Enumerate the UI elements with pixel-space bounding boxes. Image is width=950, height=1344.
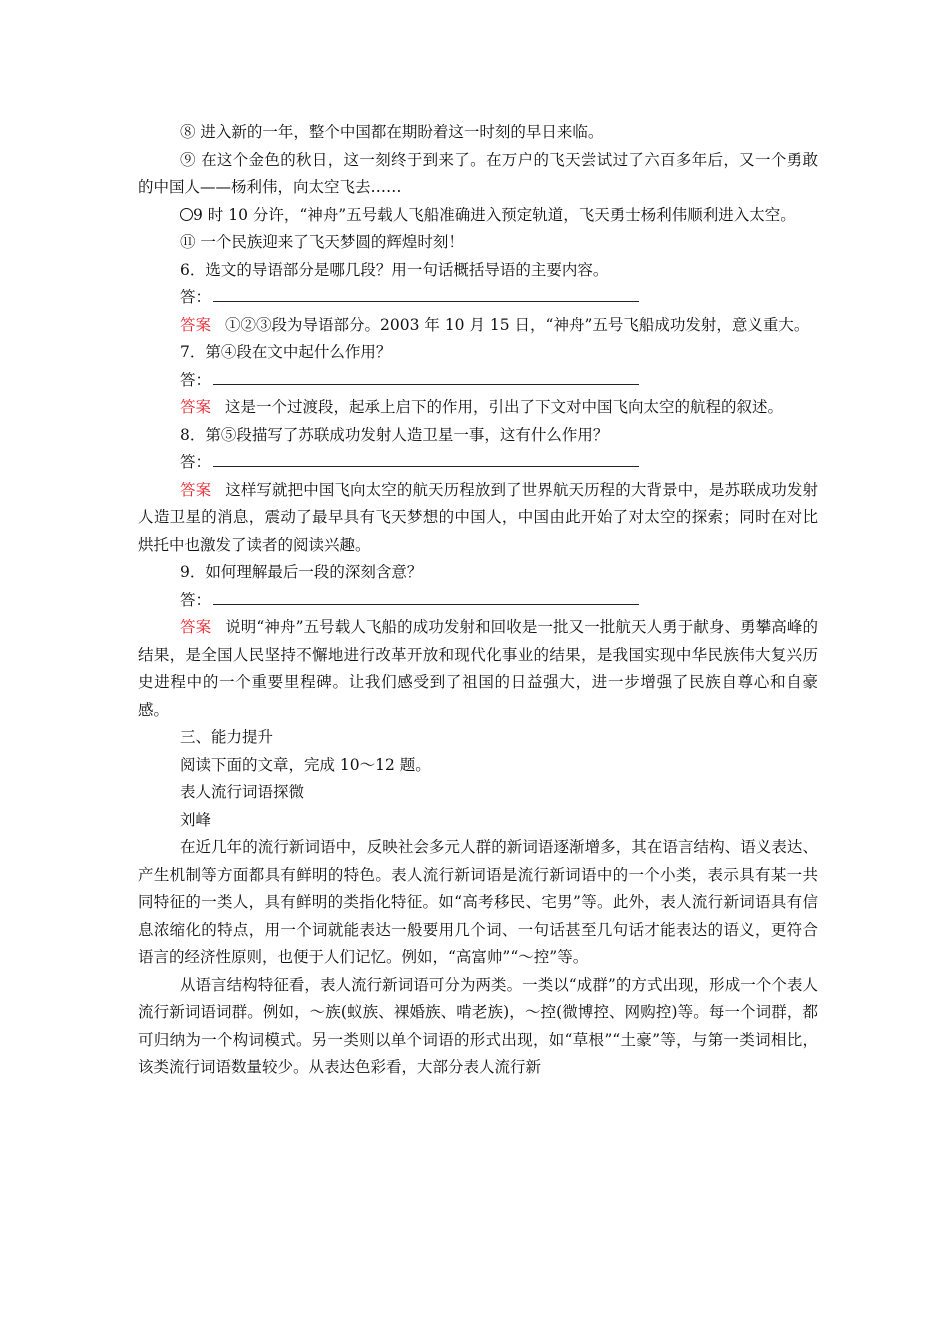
paragraph-11: ⑪ 一个民族迎来了飞天梦圆的辉煌时刻！ — [180, 233, 464, 251]
question-9: 9．如何理解最后一段的深刻含意？ — [180, 563, 423, 581]
answer-blank-6 — [138, 284, 818, 312]
section-instruction: 阅读下面的文章，完成 10～12 题。 — [180, 755, 431, 774]
article-title: 表人流行词语探微 — [180, 783, 305, 801]
circle-marker-icon — [180, 208, 193, 221]
answer-line[interactable] — [213, 452, 639, 467]
answer-9 — [138, 614, 818, 724]
article-author: 刘峰 — [180, 810, 212, 829]
answer-blank-9 — [138, 587, 818, 615]
answer-text: ①②③段为导语部分。2003 年 10 月 15 日，“神舟”五号飞船成功发射，意义重大。 — [225, 315, 810, 334]
paragraph-10-text: 时 10 分许，“神舟”五号载人飞船准确进入预定轨道，飞天勇士杨利伟顺利进入太空。 — [202, 205, 796, 224]
answer-text: 说明“神舟”五号载人飞船的成功发射和回收是一批又一批航天人勇于献身、勇攀高峰的结果，是全国人民坚持不懈地进行改革开放和现代化事业的结果，是我国实现中华民族伟大复兴历史进程中的一个重要里程碑。让我们感受到了祖国的日益强大，进一步增强了民族自尊心和自豪感。 — [138, 618, 818, 719]
answer-7 — [138, 394, 818, 422]
paragraph-10-number: 9 — [193, 205, 203, 224]
answer-text: 这是一个过渡段，起承上启下的作用，引出了下文对中国飞向太空的航程的叙述。 — [225, 398, 784, 416]
document-content — [138, 119, 818, 1082]
answer-8 — [138, 477, 818, 560]
answer-label: 答案 — [180, 315, 212, 334]
answer-text: 这样写就把中国飞向太空的航天历程放到了世界航天历程的大背景中，是苏联成功发射人造卫星的消息，震动了最早具有飞天梦想的中国人，中国由此开始了对太空的探索；同时在对比烘托中也激发了读者的阅读兴趣。 — [138, 480, 818, 554]
answer-line[interactable] — [213, 370, 639, 385]
paragraph-10 — [138, 202, 818, 230]
question-7: 7．第④段在文中起什么作用？ — [180, 343, 392, 361]
paragraph-9: ⑨ 在这个金色的秋日，这一刻终于到来了。在万户的飞天尝试过了六百多年后，又一个勇敢的中国人——杨利伟，向太空飞去…… — [138, 150, 818, 196]
answer-prefix: 答： — [180, 288, 212, 306]
answer-label: 答案 — [180, 480, 212, 499]
article-paragraph-2: 从语言结构特征看，表人流行新词语可分为两类。一类以“成群”的方式出现，形成一个个表人流行新词语词群。例如，～族(蚁族、裸婚族、啃老族)，～控(微博控、网购控)等。每一个词群，都可归纳为一个构词模式。另一类则以单个词语的形式出现，如“草根”“土豪”等，与第一类词相比，该类流行词语数量较少。从表达色彩看，大部分表人流行新 — [138, 975, 818, 1076]
answer-blank-7 — [138, 367, 818, 395]
answer-blank-8 — [138, 449, 818, 477]
answer-line[interactable] — [213, 287, 639, 302]
answer-prefix: 答： — [180, 590, 212, 609]
answer-line[interactable] — [213, 590, 639, 605]
paragraph-8: ⑧ 进入新的一年，整个中国都在期盼着这一时刻的早日来临。 — [180, 123, 604, 141]
question-8: 8．第⑤段描写了苏联成功发射人造卫星一事，这有什么作用？ — [180, 425, 609, 444]
answer-label: 答案 — [180, 618, 212, 636]
section-heading: 三、能力提升 — [180, 728, 274, 746]
answer-prefix: 答： — [180, 370, 212, 389]
answer-6 — [138, 312, 818, 340]
answer-prefix: 答： — [180, 453, 212, 471]
article-paragraph-1: 在近几年的流行新词语中，反映社会多元人群的新词语逐渐增多，其在语言结构、语义表达、产生机制等方面都具有鲜明的特色。表人流行新词语是流行新词语中的一个小类，表示具有某一共同特征的一类人，具有鲜明的类指化特征。如“高考移民、宅男”等。此外，表人流行新词语具有信息浓缩化的特点，用一个词就能表达一般要用几个词、一句话甚至几句话才能表达的语义，更符合语言的经济性原则，也便于人们记忆。例如，“高富帅”“～控”等。 — [138, 838, 818, 966]
answer-label: 答案 — [180, 398, 212, 416]
question-6: 6．选文的导语部分是哪几段？用一句话概括导语的主要内容。 — [180, 260, 609, 279]
